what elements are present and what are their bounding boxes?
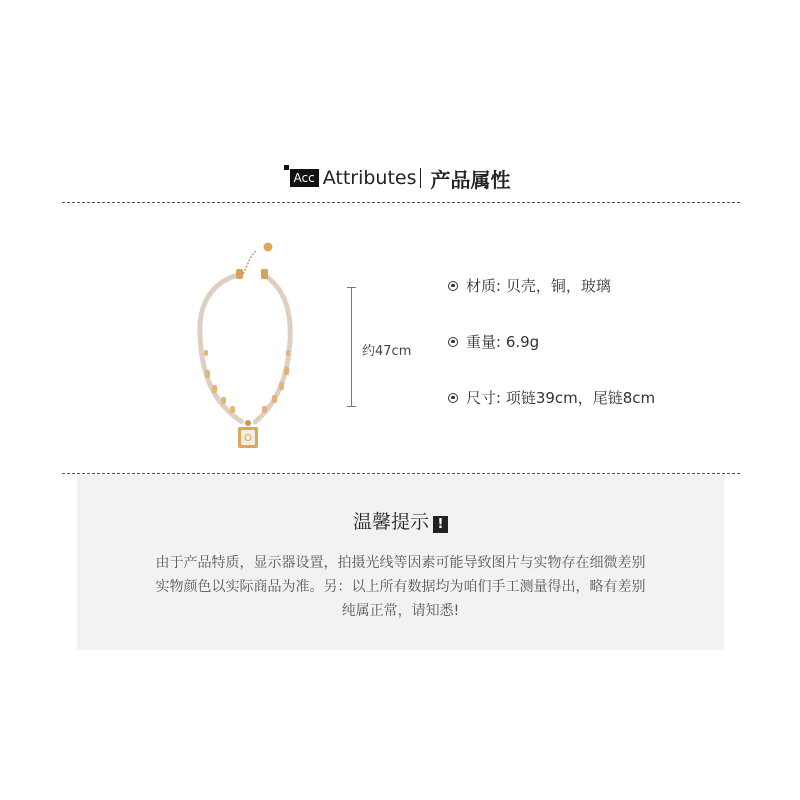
length-label: 约47cm xyxy=(362,344,412,359)
notice-line: 纯属正常，请知悉! xyxy=(341,603,460,619)
bullet-target-icon xyxy=(448,281,458,291)
header-title-en: Attributes xyxy=(322,167,417,189)
length-dimension-cap-top xyxy=(347,287,356,288)
exclamation-icon: ! xyxy=(433,516,448,533)
notice-box xyxy=(77,475,724,650)
notice-line: 实物颜色以实际商品为准。另：以上所有数据均为咱们手工测量得出，略有差别 xyxy=(155,579,646,595)
bottom-divider xyxy=(62,473,740,474)
bullet-target-icon xyxy=(448,393,458,403)
header-separator xyxy=(420,168,421,188)
notice-title xyxy=(77,507,724,534)
bullet-target-icon xyxy=(448,337,458,347)
header-badge: Acc xyxy=(290,169,319,187)
spec-weight xyxy=(448,331,539,352)
spec-size-text: 尺寸: 项链39cm，尾链8cm xyxy=(466,389,656,407)
header-title-cn: 产品属性 xyxy=(430,167,511,192)
section-header-inner xyxy=(290,164,511,193)
length-dimension-line xyxy=(351,287,352,406)
section-header xyxy=(0,160,800,196)
spec-material-text: 材质: 贝壳，铜，玻璃 xyxy=(466,277,611,295)
top-divider xyxy=(62,202,740,203)
notice-title-text: 温馨提示 xyxy=(352,511,429,533)
necklace-image xyxy=(180,225,300,465)
spec-weight-text: 重量: 6.9g xyxy=(466,333,540,351)
length-dimension-cap-bottom xyxy=(347,406,356,407)
notice-line: 由于产品特质，显示器设置，拍摄光线等因素可能导致图片与实物存在细微差别 xyxy=(155,555,646,571)
spec-size xyxy=(448,387,655,408)
header-dot-decoration xyxy=(284,165,289,170)
spec-material xyxy=(448,275,611,296)
